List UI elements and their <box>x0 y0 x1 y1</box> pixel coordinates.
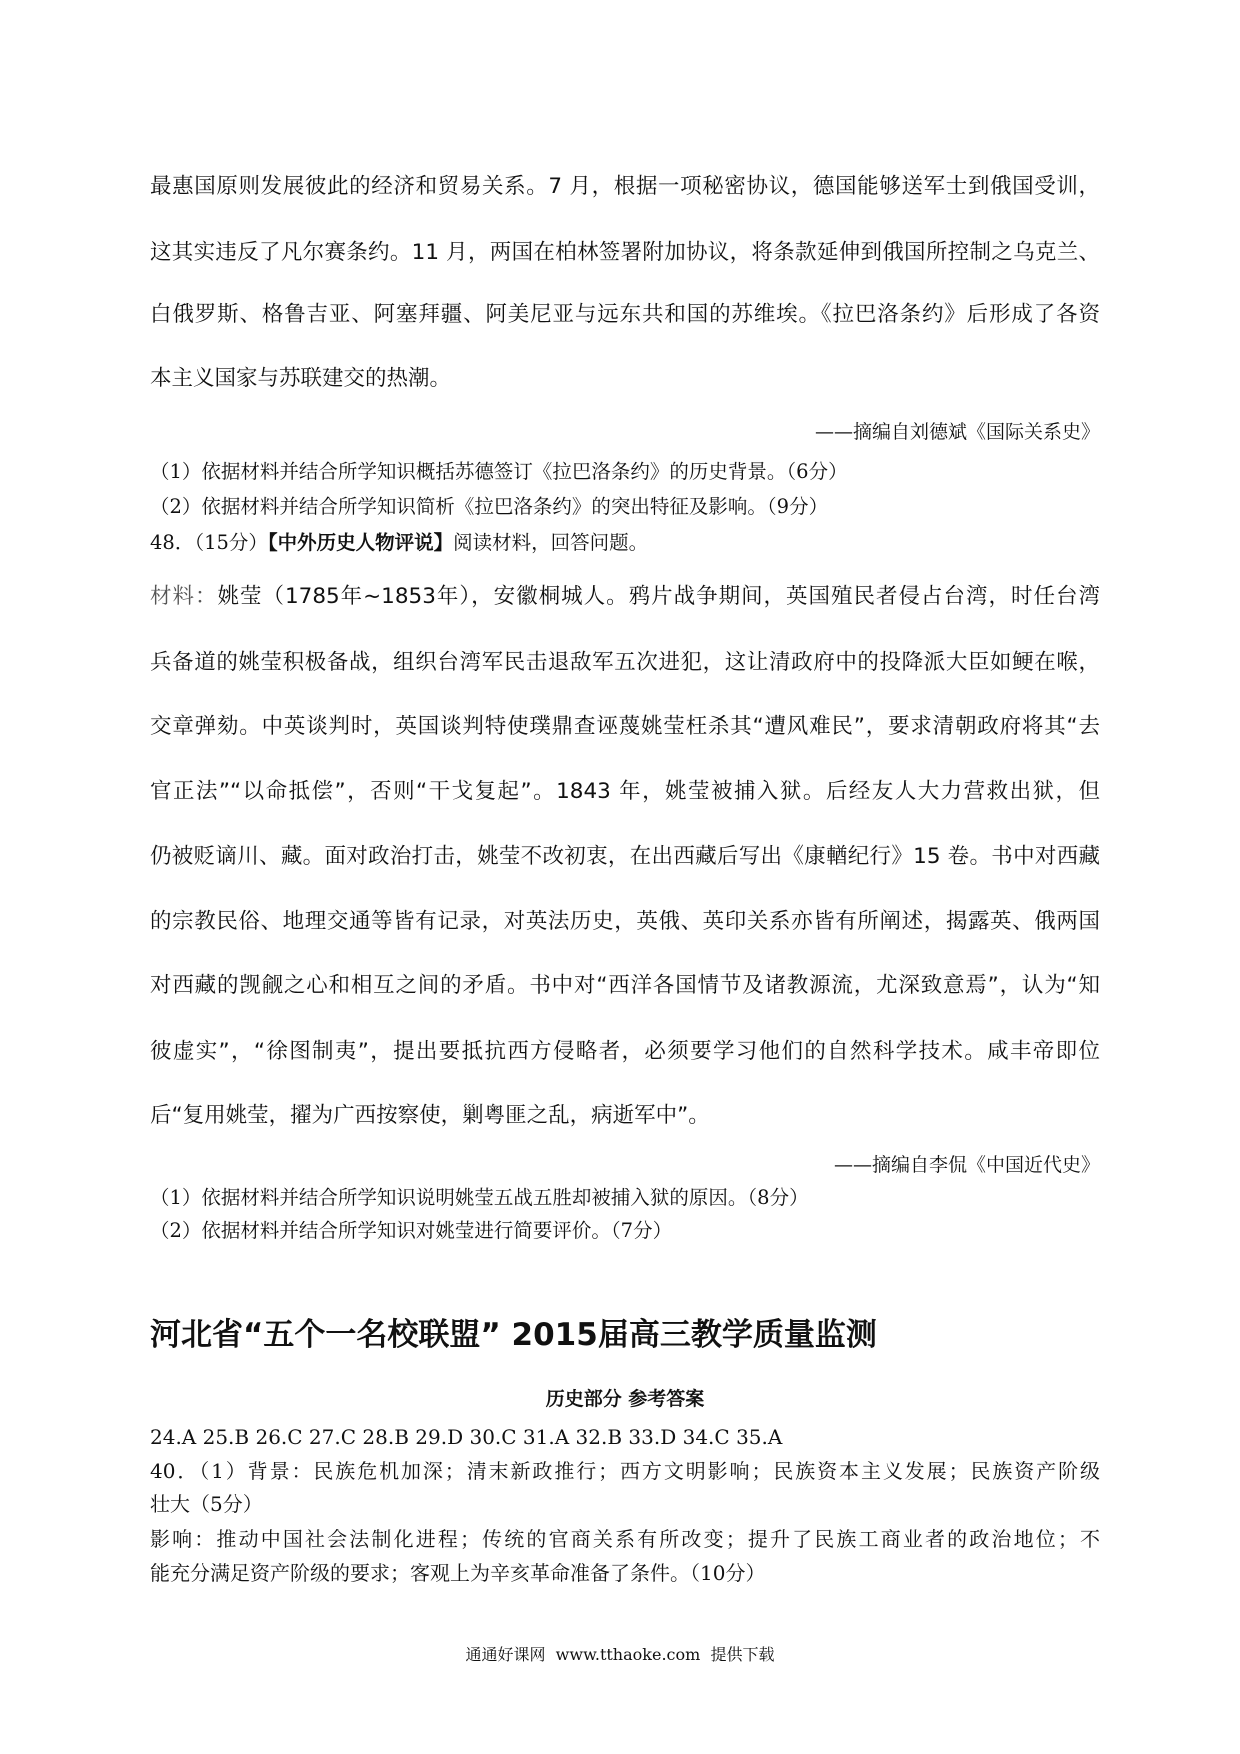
question-48-1: （1）依据材料并结合所学知识说明姚莹五战五胜却被捕入狱的原因。（8分） <box>150 1186 809 1209</box>
material-47-line: 这其实违反了凡尔赛条约。11 月，两国在柏林签署附加协议，将条款延伸到俄国所控制之乌克兰、 <box>150 240 1100 265</box>
material-label: 材料： <box>150 584 218 609</box>
material-47-line: 本主义国家与苏联建交的热潮。 <box>150 366 452 391</box>
material-48-line <box>150 586 1100 608</box>
answer-40-line: 壮大（5分） <box>150 1492 263 1516</box>
material-47-line: 白俄罗斯、格鲁吉亚、阿塞拜疆、阿美尼亚与远东共和国的苏维埃。《拉巴洛条约》后形成了各资 <box>150 302 1100 327</box>
material-48-line: 彼虚实”，“徐图制夷”，提出要抵抗西方侵略者，必须要学习他们的自然科学技术。咸丰帝即位 <box>150 1039 1100 1064</box>
answer-40-line: 能充分满足资产阶级的要求；客观上为辛亥革命准备了条件。（10分） <box>150 1561 766 1585</box>
answer-40-line: 40．（1）背景：民族危机加深；清末新政推行；西方文明影响；民族资本主义发展；民族资产阶级 <box>150 1459 1100 1483</box>
question-topic: 【中外历史人物评说】 <box>267 531 454 554</box>
material-48-text: 姚莹（1785年~1853年），安徽桐城人。鸦片战争期间，英国殖民者侵占台湾，时任台湾 <box>217 584 1100 609</box>
material-48-line: 的宗教民俗、地理交通等皆有记录，对英法历史，英俄、英印关系亦皆有所阐述，揭露英、俄两国 <box>150 909 1100 934</box>
material-48-line: 官正法”“以命抵偿”，否则“干戈复起”。1843 年，姚莹被捕入狱。后经友人大力营救出狱，但 <box>150 779 1100 804</box>
question-number: 48．（15分） <box>150 531 268 554</box>
citation: ——摘编自李侃《中国近代史》 <box>833 1154 1100 1176</box>
question-48-2: （2）依据材料并结合所学知识对姚莹进行简要评价。（7分） <box>150 1219 673 1242</box>
material-48-line: 对西藏的觊觎之心和相互之间的矛盾。书中对“西洋各国情节及诸教源流，尤深致意焉”，认为“知 <box>150 973 1100 998</box>
answer-key-title: 河北省“五个一名校联盟” 2015届高三教学质量监测 <box>150 1317 877 1353</box>
material-47-line: 最惠国原则发展彼此的经济和贸易关系。7 月，根据一项秘密协议，德国能够送军士到俄国受训， <box>150 174 1100 199</box>
material-48-line: 交章弹劾。中英谈判时，英国谈判特使璞鼎查诬蔑姚莹枉杀其“遭风难民”，要求清朝政府将其“去 <box>150 714 1100 739</box>
question-instruction: 阅读材料，回答问题。 <box>453 531 649 554</box>
material-48-line: 后“复用姚莹，擢为广西按察使，剿粤匪之乱，病逝军中”。 <box>150 1103 710 1128</box>
answer-40-line: 影响：推动中国社会法制化进程；传统的官商关系有所改变；提升了民族工商业者的政治地位；不 <box>150 1527 1100 1551</box>
citation: ——摘编自刘德斌《国际关系史》 <box>814 421 1100 443</box>
answer-key-subtitle: 历史部分 参考答案 <box>545 1388 705 1410</box>
question-48-header <box>150 533 1100 553</box>
question-47-2: （2）依据材料并结合所学知识简析《拉巴洛条约》的突出特征及影响。（9分） <box>150 495 829 518</box>
material-48-line: 兵备道的姚莹积极备战，组织台湾军民击退敌军五次进犯，这让清政府中的投降派大臣如鲠在喉， <box>150 650 1100 675</box>
choice-answers: 24.A 25.B 26.C 27.C 28.B 29.D 30.C 31.A 32.B 33.D 34.C 35.A <box>150 1425 783 1449</box>
footer-download-note: 通通好课网 www.tthaoke.com 提供下载 <box>465 1645 775 1664</box>
material-48-line: 仍被贬谪川、藏。面对政治打击，姚莹不改初衷，在出西藏后写出《康輶纪行》15 卷。书中对西藏 <box>150 844 1100 869</box>
question-47-1: （1）依据材料并结合所学知识概括苏德签订《拉巴洛条约》的历史背景。（6分） <box>150 460 848 483</box>
